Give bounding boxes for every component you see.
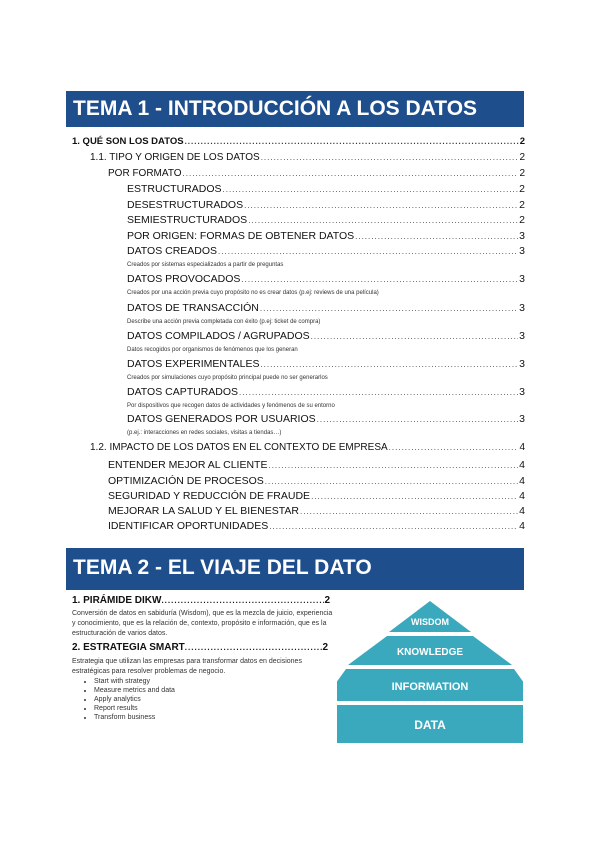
toc-entry-dikw[interactable]: 1. PIRÁMIDE DIKW ..... 2: [72, 595, 330, 606]
pyramid-label-information: INFORMATION: [391, 681, 469, 693]
dikw-description: Conversión de datos en sabiduría (Wisdom), que es la mezcla de juicio, experiencia y conocimiento, que es la relación de, contexto, propósito e información, que es la estructuración de varios datos.: [72, 610, 333, 637]
toc-entry[interactable]: 1. QUÉ SON LOS DATOS ..... 2: [72, 136, 525, 147]
toc-entry[interactable]: DATOS GENERADOS POR USUARIOS ..... 3: [127, 413, 525, 425]
smart-description: Estrategia que utilizan las empresas para transformar datos en decisiones estratégicas para resolver problemas de negocio.: [72, 658, 302, 675]
tema1-underline: [66, 125, 524, 127]
toc-entry[interactable]: POR FORMATO ..... 2: [108, 168, 525, 179]
toc-entry[interactable]: SEMIESTRUCTURADOS ..... 2: [127, 214, 525, 226]
toc-entry[interactable]: DATOS CAPTURADOS ..... 3: [127, 386, 525, 398]
tema2-banner: [66, 548, 524, 588]
toc-entry[interactable]: DATOS COMPILADOS / AGRUPADOS ..... 3: [127, 330, 525, 342]
list-item: • Start with strategy: [94, 677, 175, 686]
list-item: • Apply analytics: [94, 695, 175, 704]
list-item: • Transform business: [94, 713, 175, 722]
toc-entry-description: Describe una acción previa completada con éxito (p.ej: ticket de compra): [127, 319, 321, 325]
pyramid-label-wisdom: WISDOM: [411, 617, 449, 627]
toc-entry[interactable]: 1.1. TIPO Y ORIGEN DE LOS DATOS ..... 2: [90, 152, 525, 163]
list-item: • Report results: [94, 704, 175, 713]
toc-entry-description: Creados por simulaciones cuyo propósito principal puede no ser generarlos: [127, 375, 328, 381]
toc-entry[interactable]: 1.2. IMPACTO DE LOS DATOS EN EL CONTEXTO DE EMPRESA ..... 4: [90, 442, 525, 453]
toc-entry[interactable]: POR ORIGEN: FORMAS DE OBTENER DATOS ..... 3: [127, 230, 525, 242]
toc-entry[interactable]: DATOS PROVOCADOS ..... 3: [127, 273, 525, 285]
toc-entry-description: (p.ej.: interacciones en redes sociales, visitas a tiendas…): [127, 430, 282, 436]
tema1-title: TEMA 1 - INTRODUCCIÓN A LOS DATOS: [73, 97, 478, 120]
toc-entry[interactable]: ESTRUCTURADOS ..... 2: [127, 183, 525, 195]
toc-entry[interactable]: DATOS DE TRANSACCIÓN ..... 3: [127, 302, 525, 314]
toc-entry[interactable]: IDENTIFICAR OPORTUNIDADES ..... 4: [108, 520, 525, 532]
pyramid-label-knowledge: KNOWLEDGE: [396, 647, 464, 658]
toc-entry[interactable]: SEGURIDAD Y REDUCCIÓN DE FRAUDE ..... 4: [108, 490, 525, 502]
tema2-title: TEMA 2 - EL VIAJE DEL DATO: [73, 556, 372, 579]
toc-entry[interactable]: OPTIMIZACIÓN DE PROCESOS ..... 4: [108, 475, 525, 487]
toc-entry[interactable]: DATOS EXPERIMENTALES ..... 3: [127, 358, 525, 370]
toc-entry[interactable]: MEJORAR LA SALUD Y EL BIENESTAR ..... 4: [108, 505, 525, 517]
tema1-banner: [66, 91, 524, 125]
smart-bullet-list: [72, 677, 175, 722]
toc-entry-description: Creados por sistemas especializados a partir de preguntas: [127, 262, 284, 268]
toc-entry[interactable]: ENTENDER MEJOR AL CLIENTE ..... 4: [108, 459, 525, 471]
dikw-pyramid-lower: [337, 601, 523, 743]
toc-entry-description: Datos recogidos por organismos de fenómenos que los generan: [127, 347, 298, 353]
toc-entry-description: Creados por una acción previa cuyo propósito no es crear datos (p.ej: reviews de una película): [127, 290, 379, 296]
pyramid-label-data: DATA: [414, 718, 446, 732]
tema2-underline: [66, 588, 524, 590]
toc-entry[interactable]: DESESTRUCTURADOS ..... 2: [127, 199, 525, 211]
toc-entry-smart[interactable]: 2. ESTRATEGIA SMART ..... 2: [72, 642, 328, 653]
toc-entry[interactable]: DATOS CREADOS ..... 3: [127, 245, 525, 257]
list-item: • Measure metrics and data: [94, 686, 175, 695]
toc-entry-description: Por dispositivos que recogen datos de actividades y fenómenos de su entorno: [127, 403, 335, 409]
